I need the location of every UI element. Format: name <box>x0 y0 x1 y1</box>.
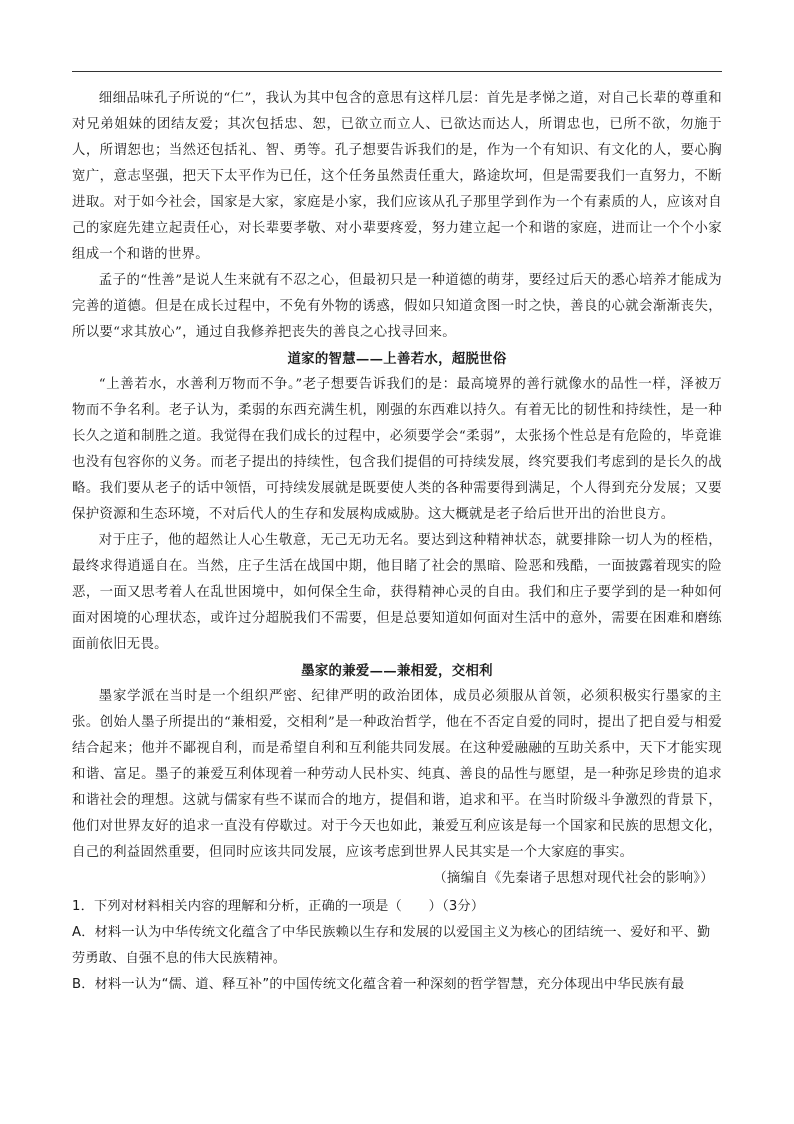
source-citation: （摘编自《先秦诸子思想对现代社会的影响》） <box>433 871 714 886</box>
option-a: A．材料一认为中华传统文化蕴含了中华民族赖以生存和发展的以爱国主义为核心的团结统一、爱好和平、勤劳勇敢、自强不息的伟大民族精神。 <box>72 925 711 966</box>
paragraph-laozi: “上善若水，水善利万物而不争。”老子想要告诉我们的是：最高境界的善行就像水的品性一样，泽被万物而不争名利。老子认为，柔弱的东西充满生机，刚强的东西难以持久。有着无比的韧性和持续性，是一种长久之道和制胜之道。我觉得在我们成长的过程中，必须要学会“柔弱”，太张扬个性总是有危险的，毕竟谁也没有包容你的义务。而老子提出的持续性，包含我们提倡的可持续发展，终究要我们考虑到的是长久的战略。我们要从老子的话中领悟，可持续发展就是既要使人类的各种需要得到满足，个人得到充分发展；又要保护资源和生态环境，不对后代人的生存和发展构成威胁。这大概就是老子给后世开出的治世良方。 <box>72 377 722 522</box>
heading-mohist: 墨家的兼爱——兼相爱，交相利 <box>301 663 493 679</box>
paragraph-mencius: 孟子的“性善”是说人生来就有不忍之心，但最初只是一种道德的萌芽，要经过后天的悉心培养才能成为完善的道德。但是在成长过程中，不免有外物的诱惑，假如只知道贪图一时之快，善良的心就会渐渐丧失，所以要“求其放心”，通过自我修养把丧失的善良之心找寻回来。 <box>72 273 722 340</box>
question-stem: 1．下列对材料相关内容的理解和分析，正确的一项是（ ）（3分） <box>72 899 485 914</box>
document-page <box>72 86 722 998</box>
header-rule <box>72 71 722 72</box>
paragraph-mozi: 墨家学派在当时是一个组织严密、纪律严明的政治团体，成员必须服从首领，必须积极实行墨家的主张。创始人墨子所提出的“兼相爱，交相利”是一种政治哲学，他在不否定自爱的同时，提出了把自爱与相爱结合起来；他并不鄙视自利，而是希望自利和互利能共同发展。在这种爱融融的互助关系中，天下才能实现和谐、富足。墨子的兼爱互利体现着一种劳动人民朴实、纯真、善良的品性与愿望，是一种弥足珍贵的追求和谐社会的理想。这就与儒家有些不谋而合的地方，提倡和谐，追求和平。在当时阶级斗争激烈的背景下，他们对世界友好的追求一直没有停歇过。对于今天也如此，兼爱互利应该是每一个国家和民族的思想文化，自己的利益固然重要，但同时应该共同发展，应该考虑到世界人民其实是一个大家庭的事实。 <box>72 689 722 860</box>
paragraph-confucius: 细细品味孔子所说的“仁”，我认为其中包含的意思有这样几层：首先是孝悌之道，对自己长辈的尊重和对兄弟姐妹的团结友爱；其次包括忠、恕，已欲立而立人、已欲达而达人，所谓忠也，已所不欲，勿施于人，所谓恕也；当然还包括礼、智、勇等。孔子想要告诉我们的是，作为一个有知识、有文化的人，要心胸宽广，意志坚强，把天下太平作为已任，这个任务虽然责任重大，路途坎坷，但是需要我们一直努力，不断进取。对于如今社会，国家是大家，家庭是小家，我们应该从孔子那里学到作为一个有素质的人，应该对自己的家庭先建立起责任心，对长辈要孝敬、对小辈要疼爱，努力建立起一个和谐的家庭，进而让一个个小家组成一个和谐的世界。 <box>72 91 722 262</box>
heading-daoist: 道家的智慧——上善若水，超脱世俗 <box>287 351 507 367</box>
option-b: B．材料一认为“儒、道、释互补”的中国传统文化蕴含着一种深刻的哲学智慧，充分体现出中华民族有最 <box>72 977 685 992</box>
paragraph-zhuangzi: 对于庄子，他的超然让人心生敬意，无己无功无名。要达到这种精神状态，就要排除一切人为的桎梏，最终求得逍遥自在。当然，庄子生活在战国中期，他目睹了社会的黑暗、险恶和残酷，一面披露着现实的险恶，一面又思考着人在乱世困境中，如何保全生命，获得精神心灵的自由。我们和庄子要学到的是一种如何面对困境的心理状态，或许过分超脱我们不需要，但是总要知道如何面对生活中的意外，需要在困难和磨练面前依旧无畏。 <box>72 533 722 652</box>
